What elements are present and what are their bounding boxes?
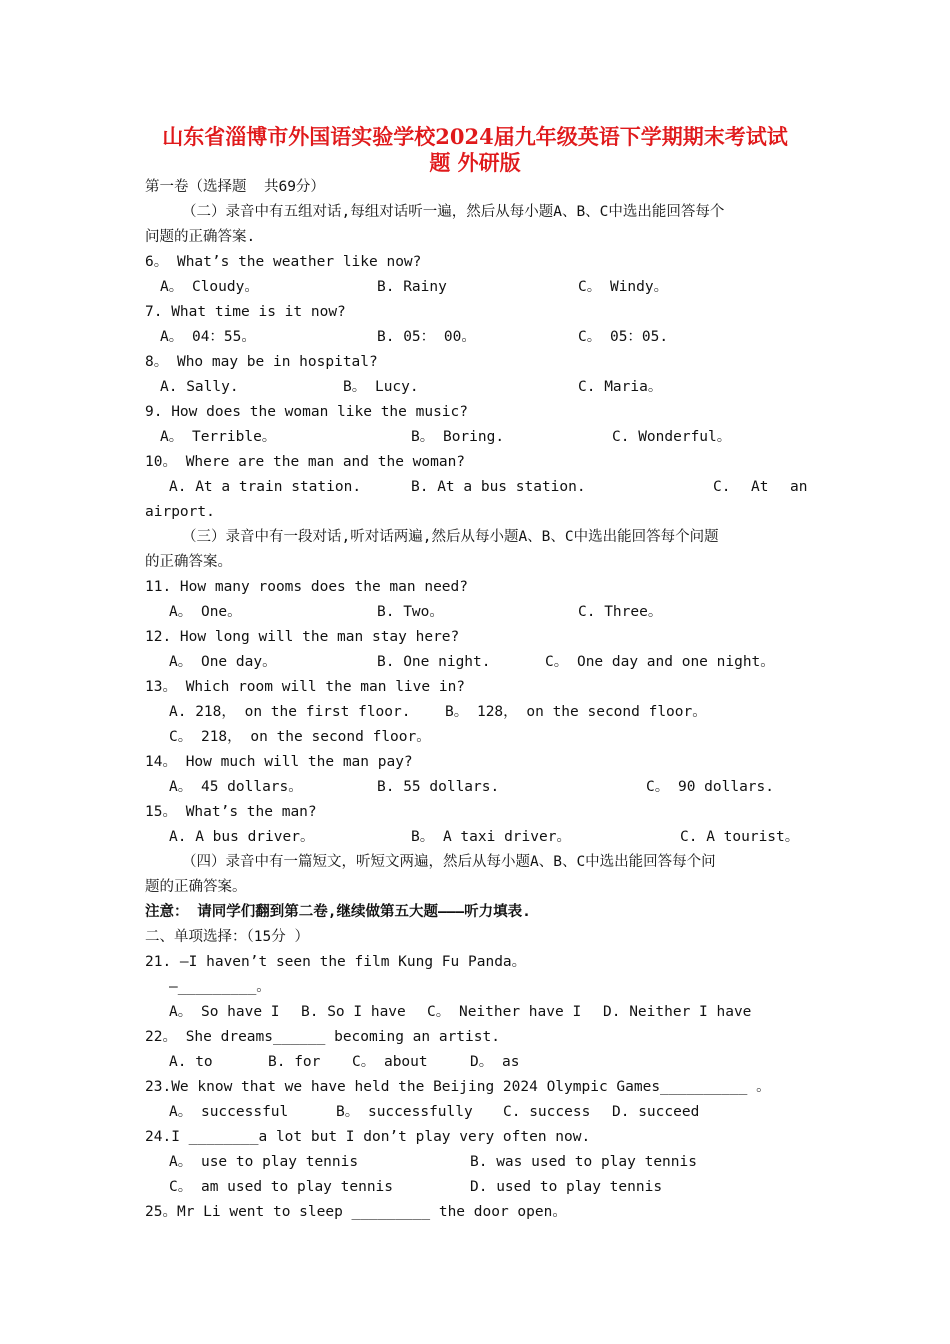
text-line: B. Two。 xyxy=(377,604,444,620)
text-line: C。 90 dollars. xyxy=(646,779,774,795)
text-line: B. At a bus station. xyxy=(411,479,586,495)
text-line: B. 55 dollars. xyxy=(377,779,500,795)
text-line: B. Rainy xyxy=(377,279,447,295)
text-line: C. xyxy=(713,479,731,495)
text-line: 二、单项选择：（15分 ） xyxy=(145,929,309,945)
text-line: A。 successful xyxy=(169,1104,289,1120)
text-line: C。 Neither have I xyxy=(427,1004,582,1020)
text-line: 10。 Where are the man and the woman? xyxy=(145,454,466,470)
text-line: C. Wonderful。 xyxy=(612,429,732,445)
text-line: （二）录音中有五组对话,每组对话听一遍，然后从每小题A、B、C中选出能回答每个 xyxy=(182,204,725,220)
text-line: 8。 Who may be in hospital? xyxy=(145,354,378,370)
text-line: 23.We know that we have held the Beijing 2024 Olympic Games__________ 。 xyxy=(145,1079,771,1095)
text-line: （四）录音中有一篇短文，听短文两遍，然后从每小题A、B、C中选出能回答每个问 xyxy=(182,854,716,870)
text-line: 12. How long will the man stay here? xyxy=(145,629,460,645)
text-line: A. to xyxy=(169,1054,213,1070)
text-line: C。 Windy。 xyxy=(578,279,669,295)
text-line: B. was used to play tennis xyxy=(470,1154,697,1170)
text-line: 题的正确答案。 xyxy=(145,879,247,895)
text-line: airport. xyxy=(145,504,215,520)
document-title-line-1: 山东省淄博市外国语实验学校2024届九年级英语下学期期末考试试 xyxy=(162,124,788,149)
text-line: 24.I ________a lot but I don’t play very often now. xyxy=(145,1129,591,1145)
text-line: C。 218， on the second floor。 xyxy=(169,729,431,745)
text-line: D. Neither I have xyxy=(603,1004,752,1020)
text-line: C。 am used to play tennis xyxy=(169,1179,394,1195)
text-line: 7. What time is it now? xyxy=(145,304,346,320)
text-line: D. used to play tennis xyxy=(470,1179,663,1195)
text-line: C。 about xyxy=(352,1054,428,1070)
text-line: 15。 What’s the man? xyxy=(145,804,317,820)
text-line: A. Sally. xyxy=(160,379,239,395)
text-line: B. One night. xyxy=(377,654,491,670)
text-line: B。 128， on the second floor。 xyxy=(445,704,707,720)
text-line: C。 05：05. xyxy=(578,329,669,345)
text-line: —_________。 xyxy=(169,979,271,995)
text-line: At xyxy=(751,479,769,495)
text-line: A. 218， on the first floor. xyxy=(169,704,411,720)
text-line: B。 A taxi driver。 xyxy=(411,829,571,845)
text-line: C. Maria。 xyxy=(578,379,663,395)
text-line: C. Three。 xyxy=(578,604,663,620)
text-line: A。 Cloudy。 xyxy=(160,279,259,295)
text-line: an xyxy=(790,479,808,495)
text-line: A. At a train station. xyxy=(169,479,362,495)
text-line: A。 04：55。 xyxy=(160,329,256,345)
text-line: B. So I have xyxy=(301,1004,406,1020)
text-line: D. succeed xyxy=(612,1104,700,1120)
text-line: 9. How does the woman like the music? xyxy=(145,404,469,420)
text-line: D。 as xyxy=(470,1054,520,1070)
text-line: 问题的正确答案. xyxy=(145,229,256,245)
text-line: A. A bus driver。 xyxy=(169,829,315,845)
text-line: C。 One day and one night。 xyxy=(545,654,775,670)
text-line: （三）录音中有一段对话,听对话两遍,然后从每小题A、B、C中选出能回答每个问题 xyxy=(182,529,719,545)
text-line: A。 One。 xyxy=(169,604,242,620)
text-line: B。 Lucy. xyxy=(343,379,419,395)
text-line: 11. How many rooms does the man need? xyxy=(145,579,469,595)
text-line: 22。 She dreams______ becoming an artist. xyxy=(145,1029,500,1045)
text-line: B。 successfully xyxy=(336,1104,473,1120)
document-title-line-2: 题 外研版 xyxy=(429,150,521,175)
text-line: C. A tourist。 xyxy=(680,829,800,845)
text-line: 第一卷（选择题 共69分） xyxy=(145,179,325,195)
text-line: 6。 What’s the weather like now? xyxy=(145,254,422,270)
text-line: 25。Mr Li went to sleep _________ the door open。 xyxy=(145,1204,567,1220)
text-line: B. 05： 00。 xyxy=(377,329,476,345)
text-line: 注意： 请同学们翻到第二卷,继续做第五大题———听力填表. xyxy=(145,904,531,920)
text-line: 13。 Which room will the man live in? xyxy=(145,679,466,695)
text-line: C. success xyxy=(503,1104,591,1120)
text-line: A。 45 dollars。 xyxy=(169,779,303,795)
text-line: A。 So have I xyxy=(169,1004,280,1020)
text-line: 21. —I haven’t seen the film Kung Fu Panda。 xyxy=(145,954,527,970)
text-line: 的正确答案。 xyxy=(145,554,232,570)
text-line: 14。 How much will the man pay? xyxy=(145,754,413,770)
text-line: A。 Terrible。 xyxy=(160,429,277,445)
text-line: A。 One day。 xyxy=(169,654,277,670)
text-line: A。 use to play tennis xyxy=(169,1154,359,1170)
text-line: B。 Boring. xyxy=(411,429,505,445)
text-line: B. for xyxy=(268,1054,321,1070)
